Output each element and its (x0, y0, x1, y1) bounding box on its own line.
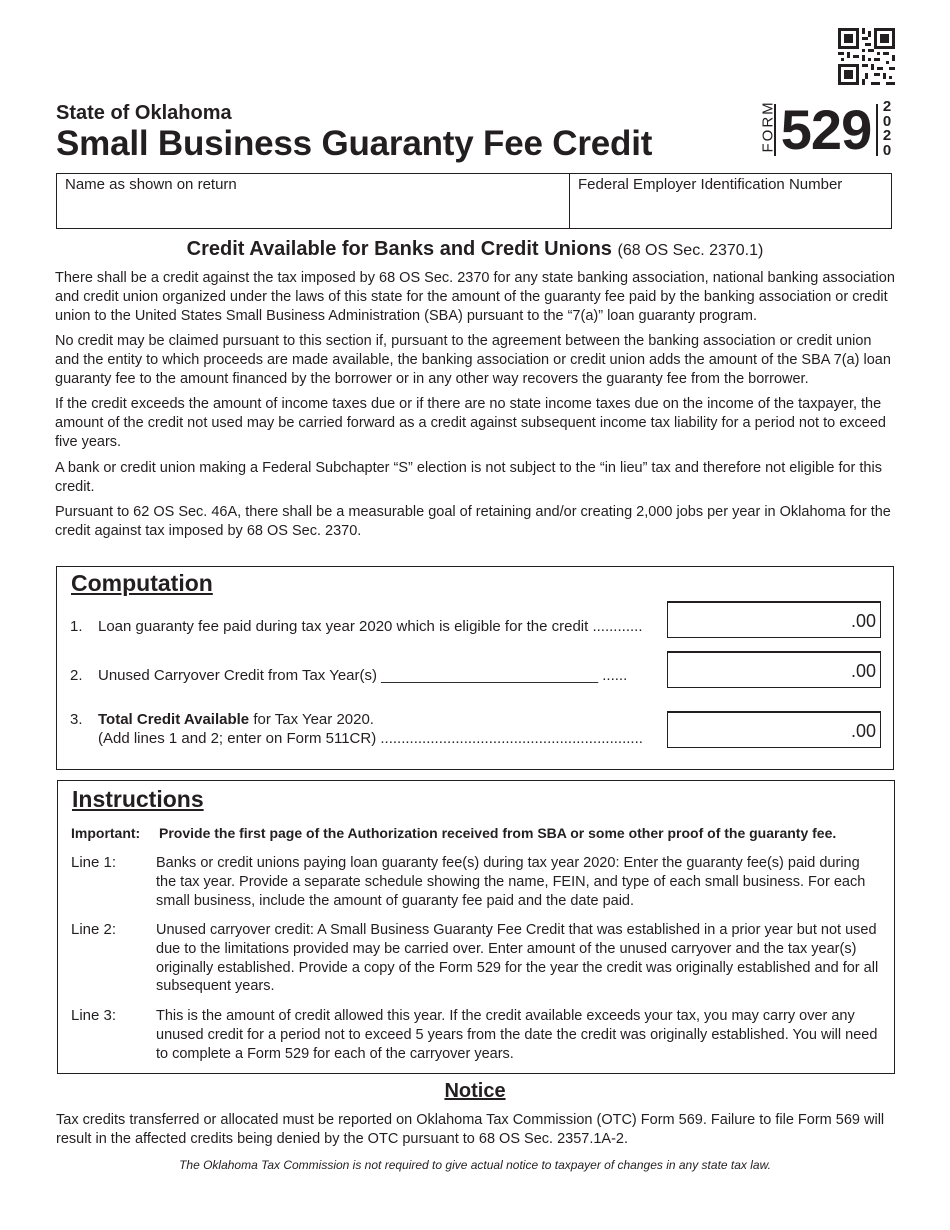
intro-paragraph: No credit may be claimed pursuant to this section if, pursuant to the agreement between the banking association or credit union and the entity to which proceeds are made available, the banking association or credit union adds the amount of the SBA 7(a) loan guaranty fee to the amount financed by the borrower or in any other way recovers the guaranty fee from the borrower. (55, 333, 891, 387)
form-word-label: FORM (759, 100, 777, 153)
line-3-label-2: (Add lines 1 and 2; enter on Form 511CR) ............................................................... (98, 730, 643, 747)
taxpayer-id-box (56, 173, 892, 229)
footer-disclaimer: The Oklahoma Tax Commission is not required to give actual notice to taxpayer of changes in any state tax law. (179, 1158, 771, 1172)
state-name: State of Oklahoma (56, 102, 232, 124)
form-number-block (752, 100, 897, 160)
intro-paragraph: There shall be a credit against the tax imposed by 68 OS Sec. 2370 for any state banking association, national banking association and credit union organized under the laws of this state for the amount of the guaranty fee paid by the banking association or credit union to the United States Small Business Administration (SBA) pursuant to the “7(a)” loan guaranty program. (55, 270, 895, 324)
credit-heading-ref: (68 OS Sec. 2370.1) (617, 242, 764, 259)
instruction-line-label: Line 3: (71, 1007, 117, 1024)
line-3-amount-input[interactable]: .00 (667, 711, 881, 748)
line-1-label: Loan guaranty fee paid during tax year 2020 which is eligible for the credit ............ (98, 618, 643, 635)
instruction-line-text: This is the amount of credit allowed this year. If the credit available exceeds your tax, you may carry over any unused credit for a period not to exceed 5 years from the date the credit was originally established. You will need to complete a Form 529 for each of the carryover years. (156, 1008, 878, 1062)
line-1-amount-input[interactable]: .00 (667, 601, 881, 638)
form-year-digit: 0 (882, 141, 892, 159)
computation-title: Computation (71, 570, 213, 596)
form-number: 529 (780, 98, 872, 161)
name-field[interactable] (57, 174, 570, 228)
instructions-title: Instructions (72, 786, 204, 812)
line-3-label-rest: for Tax Year 2020. (249, 711, 374, 728)
name-field-label: Name as shown on return (65, 176, 237, 193)
form-year-digit: 0 (882, 112, 892, 130)
notice-title: Notice (444, 1080, 506, 1102)
intro-paragraph: A bank or credit union making a Federal Subchapter “S” election is not subject to the “in lieu” tax and therefore not eligible for this credit. (55, 460, 882, 495)
important-label: Important: (71, 825, 141, 841)
credit-heading-text: Credit Available for Banks and Credit Unions (186, 238, 612, 260)
intro-paragraph: Pursuant to 62 OS Sec. 46A, there shall be a measurable goal of retaining and/or creating 2,000 jobs per year in Oklahoma for the credit against tax imposed by 68 OS Sec. 2370. (55, 504, 891, 539)
instruction-line-label: Line 2: (71, 921, 117, 938)
line-3-label-bold: Total Credit Available (98, 711, 250, 728)
instruction-line-text: Unused carryover credit: A Small Business Guaranty Fee Credit that was established in a prior year but not used due to the limitations provided may be carried over. Enter amount of the unused carryover and the tax year(s) originally established. Provide a copy of the Form 529 for the year the credit was originally established and for all subsequent years. (156, 922, 879, 995)
form-year (880, 100, 894, 158)
instruction-line-label: Line 1: (71, 854, 117, 871)
fein-field-label: Federal Employer Identification Number (578, 176, 843, 193)
instruction-line-text: Banks or credit unions paying loan guaranty fee(s) during tax year 2020: Enter the guaranty fee(s) paid during the tax year. Provide a separate schedule showing the name, FEIN, and type of each small business. For each small business, include the amount of guaranty fee paid and the date paid. (156, 855, 866, 909)
form-title: Small Business Guaranty Fee Credit (56, 124, 653, 163)
form-year-digit: 2 (882, 98, 892, 115)
line-number: 1. (70, 618, 83, 635)
notice-text: Tax credits transferred or allocated must be reported on Oklahoma Tax Commission (OTC) Form 569. Failure to file Form 569 will result in the affected credits being denied by the OTC pursuant to 68 OS Sec. 2357.1A-2. (56, 1112, 885, 1147)
credit-heading (0, 238, 950, 261)
line-3-label (98, 711, 374, 728)
form-year-digit: 2 (882, 127, 892, 144)
important-text: Provide the first page of the Authorization received from SBA or some other proof of the guaranty fee. (159, 825, 837, 841)
fein-field[interactable] (570, 174, 891, 228)
line-number: 2. (70, 667, 83, 684)
line-2-amount-input[interactable]: .00 (667, 651, 881, 688)
line-2-label: Unused Carryover Credit from Tax Year(s) __________________________ ...... (98, 667, 628, 684)
qr-code-icon (838, 28, 895, 85)
intro-paragraph: If the credit exceeds the amount of income taxes due or if there are no state income taxes due on the income of the taxpayer, the amount of the credit not used may be carried forward as a credit against subsequent income tax liability for a period not to exceed five years. (55, 396, 886, 450)
line-number: 3. (70, 711, 83, 728)
